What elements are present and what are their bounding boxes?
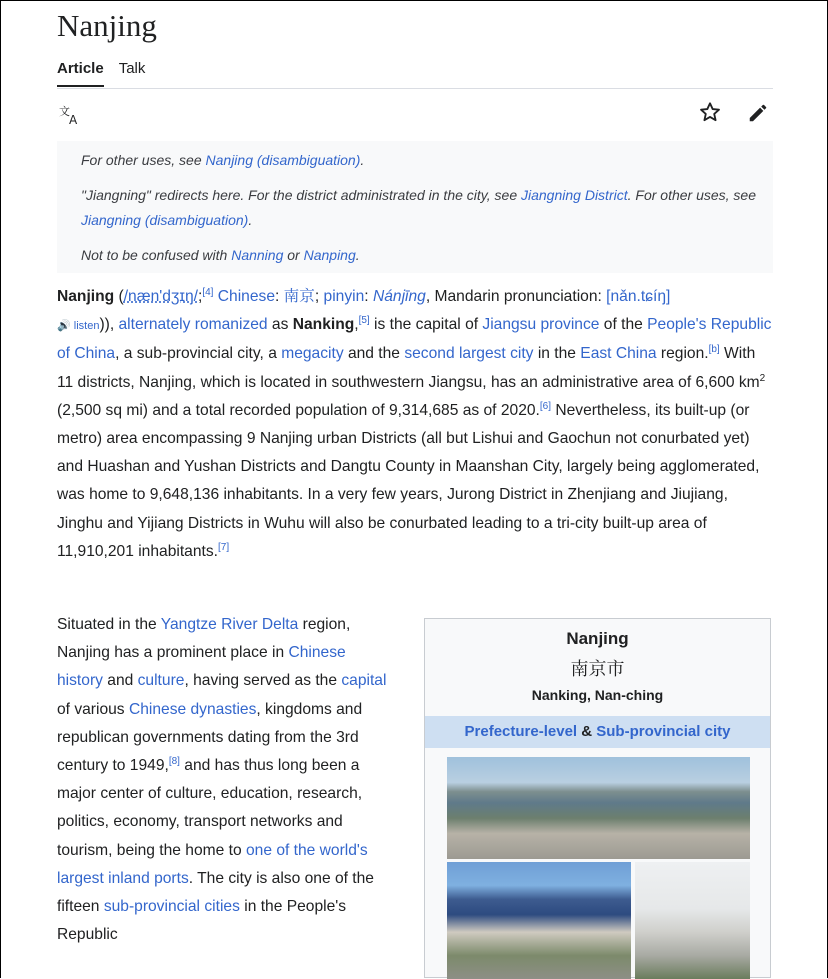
prefecture-level-link[interactable]: Prefecture-level — [464, 723, 578, 740]
pencil-icon[interactable] — [747, 102, 769, 130]
tabs-divider — [57, 88, 773, 89]
top-border — [0, 0, 828, 1]
megacity-link[interactable]: megacity — [281, 345, 344, 363]
hatnote-confusion: Not to be confused with Nanning or Nanping. — [81, 247, 360, 263]
ref-b[interactable]: [b] — [708, 344, 720, 356]
infobox-title: Nanjing — [566, 629, 629, 648]
page-toolbar — [57, 96, 773, 138]
pinyin-link[interactable]: pinyin — [323, 288, 365, 305]
infobox-native-name: 南京市 — [570, 659, 625, 679]
ipa-link[interactable]: /næn'dʒɪŋ/ — [123, 288, 198, 305]
sub-provincial-cities-link[interactable]: sub-provincial cities — [103, 898, 240, 916]
nanping-link[interactable]: Nanping — [303, 247, 356, 263]
infobox-alt-name: Nanking, Nan-ching — [531, 687, 664, 703]
hatnote-box — [57, 141, 773, 273]
lead-paragraph: Nanjing (/næn'dʒɪŋ/;[4] Chinese: 南京; pinyin: Nánjīng, Mandarin pronunciation: [nǎn.tɕíŋ] 🔊 listen)), alternately romanized as Nanking,[5] is the capital of Jiangsu province of the People's Republic of China, a sub-provincial city, a megacity and the second largest city in the East China region.[b] With 11 districts, Nanjing, which is located in southwestern Jiangsu, has an administrative area of 6,600 $km^2$ (2,500 sq mi) and a total recorded population of 9,314,685 as of 2020.[6] Nevertheless, its built-up (or metro) area encompassing 9 Nanjing urban Districts (all but Lishui and Gaochun not conurbated yet) and Huashan and Yushan Districts and Dangtu County in Maanshan City, largely being agglomerated, was home to 9,648,136 inhabitants. In a very few years, Jurong District in Zhenjiang and Jiujiang, Jinghu and Yijiang Districts in Wuhu will also be conurbated leading to a tri-city built-up area of 11,910,201 inhabitants.[7] — [57, 286, 772, 560]
jiangsu-link[interactable]: Jiangsu province — [482, 316, 600, 334]
chinese-dynasties-link[interactable]: Chinese dynasties — [128, 700, 257, 718]
ref-6[interactable]: [6] — [539, 400, 551, 412]
infobox — [424, 618, 771, 978]
nanning-link[interactable]: Nanning — [231, 247, 284, 263]
yangtze-river-delta-link[interactable]: Yangtze River Delta — [160, 616, 299, 633]
culture-link[interactable]: culture — [137, 672, 185, 690]
jiangning-district-link[interactable]: Jiangning District — [521, 187, 628, 203]
tab-article[interactable]: Article — [57, 60, 104, 87]
alternately-romanized-link[interactable]: alternately romanized — [118, 316, 268, 334]
mausoleum-photo[interactable] — [447, 862, 631, 979]
page-title: Nanjing — [57, 8, 157, 43]
star-icon[interactable] — [699, 101, 721, 130]
article-tabs — [57, 60, 145, 87]
second-paragraph: Situated in the Yangtze River Delta region, Nanjing has a prominent place in Chinese history and culture, having served as the capital of various Chinese dynasties, kingdoms and republican governments dating from the 3rd century to 1949,[8] and has thus long been a major center of culture, education, research, politics, economy, transport networks and tourism, being the home to one of the world's largest inland ports. The city is also one of the fifteen sub-provincial cities in the People's Republic — [57, 616, 387, 944]
capital-link[interactable]: capital — [341, 672, 387, 690]
skyline-photo[interactable] — [447, 757, 750, 859]
hatnote-jiangning: "Jiangning" redirects here. For the district administrated in the city, see Jiangning District. For other uses, see Jiangning (disambiguation). — [81, 187, 757, 228]
ref-8[interactable]: [8] — [168, 755, 180, 767]
chinese-history-link[interactable]: Chinese history — [57, 644, 346, 690]
pinyin-value[interactable]: Nánjīng — [372, 288, 426, 305]
chinese-link[interactable]: Chinese — [217, 288, 275, 305]
listen-audio-link[interactable]: 🔊 listen — [57, 320, 100, 333]
inland-ports-link[interactable]: one of the world's largest inland ports — [57, 841, 368, 887]
ref-7[interactable]: [7] — [217, 541, 230, 553]
ref-5[interactable]: [5] — [358, 315, 370, 327]
lead-name: Nanjing — [57, 288, 115, 305]
translate-icon[interactable] — [59, 104, 83, 131]
left-border — [0, 0, 1, 978]
hanzi-link[interactable]: 南京 — [283, 288, 315, 305]
svg-text:A: A — [69, 113, 78, 126]
nanjing-disambiguation-link[interactable]: Nanjing (disambiguation) — [205, 152, 361, 168]
ref-4[interactable]: [4] — [202, 286, 214, 298]
east-china-link[interactable]: East China — [580, 345, 657, 363]
hatnote-disambiguation: For other uses, see Nanjing (disambiguation). — [81, 152, 365, 168]
infobox-city-type: Prefecture-level & Sub-provincial city — [425, 716, 770, 748]
jiangning-disambiguation-link[interactable]: Jiangning (disambiguation) — [81, 212, 249, 228]
svg-text:文: 文 — [59, 105, 70, 118]
nanking-name: Nanking — [292, 316, 355, 334]
pronunciation-link[interactable]: [nǎn.tɕíŋ] — [606, 288, 671, 305]
sub-provincial-city-link[interactable]: Sub-provincial city — [596, 723, 731, 740]
second-largest-city-link[interactable]: second largest city — [404, 345, 534, 363]
tab-talk[interactable]: Talk — [118, 60, 146, 77]
prc-link[interactable]: People's Republic of China — [57, 316, 772, 363]
stone-statue-photo[interactable] — [635, 862, 750, 979]
